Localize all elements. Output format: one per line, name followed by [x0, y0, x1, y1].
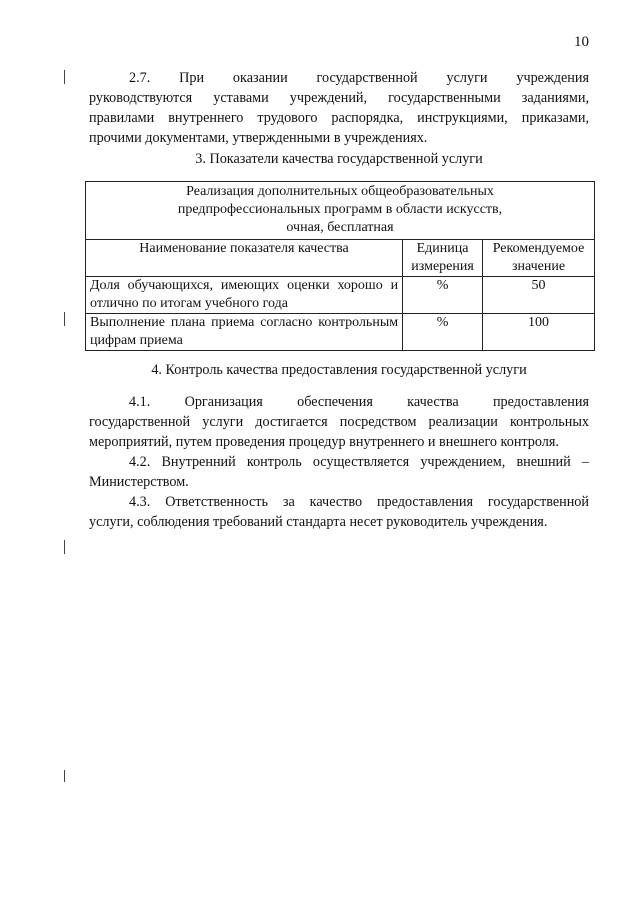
column-header-name: Наименование показателя качества — [86, 240, 403, 277]
table-caption-row — [86, 182, 595, 240]
table-header-row — [86, 240, 595, 277]
margin-mark — [64, 770, 65, 782]
paragraph-4-3 — [89, 492, 589, 532]
text-line: 2.7. При оказании государственной услуги учреждения — [129, 70, 589, 86]
caption-line: Реализация дополнительных общеобразовательных — [186, 184, 494, 199]
text-line: 4.3. Ответственность за качество предоставления государственной — [129, 494, 589, 510]
text-line: руководствуются уставами учреждений, государственными заданиями, — [89, 90, 589, 106]
indicator-value: 100 — [483, 314, 595, 351]
margin-mark — [64, 70, 65, 84]
column-header-value: Рекомендуемое значение — [483, 240, 595, 277]
table-row — [86, 314, 595, 351]
margin-mark — [64, 540, 65, 554]
text-line: Министерством. — [89, 474, 189, 490]
indicator-unit: % — [403, 277, 483, 314]
caption-line: предпрофессиональных программ в области искусств, — [177, 202, 503, 217]
text-line: прочими документами, утвержденными в учреждениях. — [89, 130, 428, 146]
section-3-title: 3. Показатели качества государственной услуги — [195, 151, 483, 167]
text-line: мероприятий, путем проведения процедур внутреннего и внешнего контроля. — [89, 434, 559, 450]
quality-indicators-table — [85, 181, 595, 351]
text-line: 4.2. Внутренний контроль осуществляется учреждением, внешний – — [129, 454, 589, 470]
text-line: услуги, соблюдения требований стандарта несет руководитель учреждения. — [89, 514, 548, 530]
margin-mark — [64, 312, 65, 326]
column-header-unit: Единица измерения — [403, 240, 483, 277]
paragraph-4-2 — [89, 452, 589, 492]
page-number: 10 — [574, 34, 589, 50]
section-4-title: 4. Контроль качества предоставления государственной услуги — [151, 362, 527, 378]
indicator-name: Доля обучающихся, имеющих оценки хорошо и отлично по итогам учебного года — [86, 277, 403, 314]
indicator-name: Выполнение плана приема согласно контрольным цифрам приема — [86, 314, 403, 351]
text-line: государственной услуги достигается посредством реализации контрольных — [89, 414, 589, 430]
paragraph-2-7 — [89, 68, 589, 148]
text-line: 4.1. Организация обеспечения качества предоставления — [129, 394, 589, 410]
indicator-unit: % — [403, 314, 483, 351]
text-line: правилами внутреннего трудового распорядка, инструкциями, приказами, — [89, 110, 589, 126]
paragraph-4-1 — [89, 392, 589, 452]
table-row — [86, 277, 595, 314]
indicator-value: 50 — [483, 277, 595, 314]
caption-line: очная, бесплатная — [286, 220, 394, 235]
table-caption — [86, 182, 595, 240]
